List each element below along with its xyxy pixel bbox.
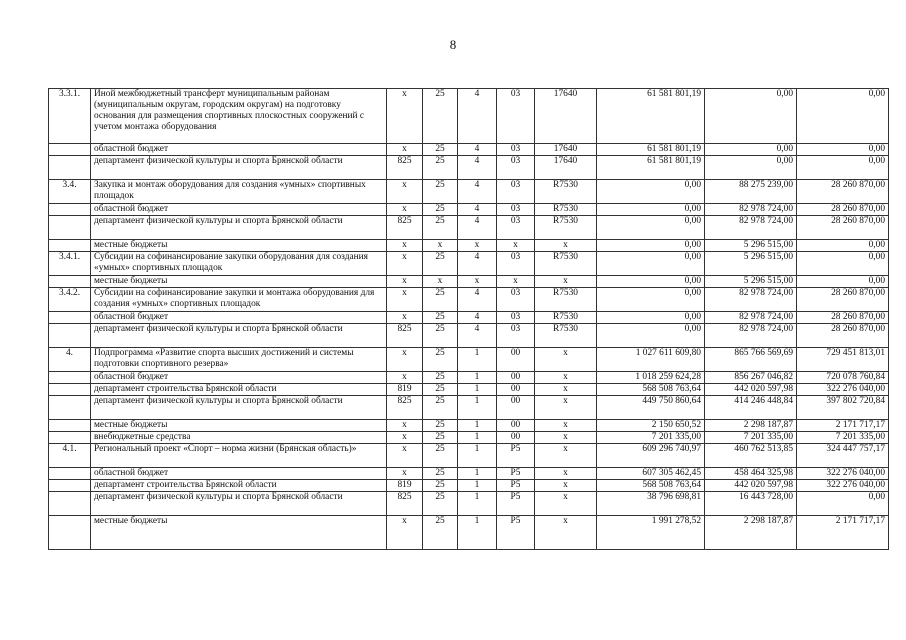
row-number: 3.3.1. (49, 89, 91, 144)
amount-year-3: 7 201 335,00 (797, 432, 889, 444)
row-description: департамент строительства Брянской области (91, 384, 387, 396)
section: 25 (423, 444, 458, 468)
amount-year-3: 2 171 717,17 (797, 420, 889, 432)
program-code: 03 (497, 89, 535, 144)
admin-code: х (387, 144, 423, 156)
row-description: департамент физической культуры и спорта Брянской области (91, 396, 387, 420)
expense-code: 17640 (535, 144, 597, 156)
admin-code: 825 (387, 492, 423, 516)
admin-code: х (387, 180, 423, 204)
subsection: 1 (458, 444, 497, 468)
section: 25 (423, 492, 458, 516)
section: 25 (423, 89, 458, 144)
amount-year-2: 5 296 515,00 (705, 240, 797, 252)
row-number (49, 144, 91, 156)
admin-code: х (387, 276, 423, 288)
table-row (49, 156, 889, 180)
table-row (49, 276, 889, 288)
section: 25 (423, 180, 458, 204)
admin-code: 825 (387, 216, 423, 240)
amount-year-1: 0,00 (597, 252, 705, 276)
program-code: 00 (497, 348, 535, 372)
row-number: 3.4. (49, 180, 91, 204)
amount-year-1: 38 796 698,81 (597, 492, 705, 516)
row-number (49, 432, 91, 444)
amount-year-3: 0,00 (797, 240, 889, 252)
expense-code: х (535, 240, 597, 252)
program-code: 03 (497, 312, 535, 324)
expense-code: х (535, 384, 597, 396)
amount-year-1: 607 305 462,45 (597, 468, 705, 480)
table-row (49, 324, 889, 348)
expense-code: х (535, 396, 597, 420)
program-code: Р5 (497, 468, 535, 480)
amount-year-3: 2 171 717,17 (797, 516, 889, 550)
program-code: 00 (497, 384, 535, 396)
section: 25 (423, 396, 458, 420)
amount-year-2: 0,00 (705, 144, 797, 156)
row-number (49, 216, 91, 240)
amount-year-3: 28 260 870,00 (797, 312, 889, 324)
admin-code: х (387, 432, 423, 444)
page-number: 8 (449, 37, 457, 52)
program-code: Р5 (497, 492, 535, 516)
table-row (49, 204, 889, 216)
amount-year-1: 568 508 763,64 (597, 480, 705, 492)
admin-code: х (387, 312, 423, 324)
expense-code: 17640 (535, 89, 597, 144)
amount-year-2: 82 978 724,00 (705, 324, 797, 348)
expense-code: х (535, 492, 597, 516)
row-description: департамент строительства Брянской области (91, 480, 387, 492)
expense-code: х (535, 348, 597, 372)
amount-year-2: 0,00 (705, 156, 797, 180)
program-code: 00 (497, 372, 535, 384)
section: 25 (423, 384, 458, 396)
admin-code: х (387, 252, 423, 276)
row-number: 3.4.2. (49, 288, 91, 312)
amount-year-2: 414 246 448,84 (705, 396, 797, 420)
table-row (49, 420, 889, 432)
table-row (49, 144, 889, 156)
row-description: департамент физической культуры и спорта Брянской области (91, 156, 387, 180)
table-row (49, 384, 889, 396)
subsection: 1 (458, 372, 497, 384)
row-description: местные бюджеты (91, 516, 387, 550)
program-code: 03 (497, 252, 535, 276)
amount-year-1: 61 581 801,19 (597, 156, 705, 180)
amount-year-2: 5 296 515,00 (705, 276, 797, 288)
subsection: 1 (458, 480, 497, 492)
amount-year-3: 720 078 760,84 (797, 372, 889, 384)
program-code: 00 (497, 420, 535, 432)
amount-year-2: 865 766 569,69 (705, 348, 797, 372)
amount-year-1: 0,00 (597, 240, 705, 252)
row-description: областной бюджет (91, 372, 387, 384)
expense-code: х (535, 516, 597, 550)
amount-year-2: 5 296 515,00 (705, 252, 797, 276)
admin-code: х (387, 89, 423, 144)
subsection: 4 (458, 312, 497, 324)
amount-year-3: 322 276 040,00 (797, 468, 889, 480)
amount-year-3: 0,00 (797, 144, 889, 156)
amount-year-1: 61 581 801,19 (597, 144, 705, 156)
expense-code: R7530 (535, 312, 597, 324)
table-row (49, 288, 889, 312)
row-number (49, 276, 91, 288)
program-code: х (497, 276, 535, 288)
subsection: 4 (458, 204, 497, 216)
admin-code: х (387, 420, 423, 432)
amount-year-1: 1 027 611 609,80 (597, 348, 705, 372)
row-description: Субсидии на софинансирование закупки и монтажа оборудования для создания «умных» спортивных площадок (91, 288, 387, 312)
row-number (49, 384, 91, 396)
amount-year-1: 61 581 801,19 (597, 89, 705, 144)
row-number: 3.4.1. (49, 252, 91, 276)
section: х (423, 276, 458, 288)
expense-code: х (535, 468, 597, 480)
amount-year-2: 82 978 724,00 (705, 312, 797, 324)
amount-year-3: 322 276 040,00 (797, 384, 889, 396)
subsection: 1 (458, 348, 497, 372)
expense-code: R7530 (535, 288, 597, 312)
admin-code: 825 (387, 396, 423, 420)
amount-year-3: 0,00 (797, 276, 889, 288)
row-number (49, 372, 91, 384)
amount-year-1: 0,00 (597, 324, 705, 348)
row-description: Субсидии на софинансирование закупки оборудования для создания «умных» спортивных площадок (91, 252, 387, 276)
table-row (49, 180, 889, 204)
subsection: 1 (458, 396, 497, 420)
amount-year-1: 7 201 335,00 (597, 432, 705, 444)
admin-code: х (387, 288, 423, 312)
program-code: 03 (497, 288, 535, 312)
amount-year-3: 729 451 813,01 (797, 348, 889, 372)
subsection: 1 (458, 432, 497, 444)
table-row (49, 348, 889, 372)
row-number (49, 240, 91, 252)
program-code: 00 (497, 432, 535, 444)
program-code: Р5 (497, 480, 535, 492)
amount-year-1: 2 150 650,52 (597, 420, 705, 432)
subsection: 4 (458, 252, 497, 276)
section: 25 (423, 312, 458, 324)
section: 25 (423, 516, 458, 550)
section: 25 (423, 480, 458, 492)
amount-year-3: 0,00 (797, 492, 889, 516)
section: 25 (423, 288, 458, 312)
row-description: областной бюджет (91, 144, 387, 156)
amount-year-3: 28 260 870,00 (797, 288, 889, 312)
expense-code: R7530 (535, 324, 597, 348)
amount-year-2: 82 978 724,00 (705, 216, 797, 240)
table-row (49, 432, 889, 444)
amount-year-2: 82 978 724,00 (705, 204, 797, 216)
subsection: 4 (458, 180, 497, 204)
row-description: Иной межбюджетный трансферт муниципальным районам (муниципальным округам, городским округам) на подготовку основания для размещения спортивных плоскостных сооружений с учетом монтажа оборудования (91, 89, 387, 144)
row-description: местные бюджеты (91, 276, 387, 288)
subsection: х (458, 240, 497, 252)
amount-year-3: 322 276 040,00 (797, 480, 889, 492)
subsection: 4 (458, 156, 497, 180)
subsection: 1 (458, 384, 497, 396)
admin-code: х (387, 468, 423, 480)
expense-code: х (535, 432, 597, 444)
row-description: департамент физической культуры и спорта Брянской области (91, 492, 387, 516)
subsection: 4 (458, 216, 497, 240)
expense-code: х (535, 480, 597, 492)
amount-year-1: 0,00 (597, 312, 705, 324)
subsection: 4 (458, 288, 497, 312)
expense-code: R7530 (535, 180, 597, 204)
subsection: 1 (458, 468, 497, 480)
table-row (49, 372, 889, 384)
program-code: 03 (497, 216, 535, 240)
subsection: х (458, 276, 497, 288)
expense-code: R7530 (535, 216, 597, 240)
amount-year-2: 7 201 335,00 (705, 432, 797, 444)
row-number (49, 156, 91, 180)
row-number (49, 516, 91, 550)
amount-year-1: 609 296 740,97 (597, 444, 705, 468)
row-number (49, 420, 91, 432)
amount-year-1: 0,00 (597, 288, 705, 312)
row-description: областной бюджет (91, 468, 387, 480)
subsection: 1 (458, 420, 497, 432)
amount-year-2: 2 298 187,87 (705, 420, 797, 432)
table-row (49, 252, 889, 276)
admin-code: х (387, 204, 423, 216)
admin-code: 819 (387, 384, 423, 396)
amount-year-2: 460 762 513,85 (705, 444, 797, 468)
amount-year-2: 88 275 239,00 (705, 180, 797, 204)
amount-year-2: 16 443 728,00 (705, 492, 797, 516)
amount-year-1: 0,00 (597, 216, 705, 240)
expense-code: R7530 (535, 204, 597, 216)
expense-code: R7530 (535, 252, 597, 276)
row-description: местные бюджеты (91, 420, 387, 432)
amount-year-3: 0,00 (797, 252, 889, 276)
table-row (49, 240, 889, 252)
table-row (49, 312, 889, 324)
amount-year-1: 1 991 278,52 (597, 516, 705, 550)
amount-year-1: 0,00 (597, 276, 705, 288)
section: 25 (423, 144, 458, 156)
row-description: внебюджетные средства (91, 432, 387, 444)
row-number (49, 396, 91, 420)
row-number (49, 312, 91, 324)
amount-year-3: 28 260 870,00 (797, 204, 889, 216)
budget-table (48, 88, 889, 550)
subsection: 1 (458, 516, 497, 550)
amount-year-3: 28 260 870,00 (797, 216, 889, 240)
subsection: 4 (458, 144, 497, 156)
section: 25 (423, 420, 458, 432)
section: х (423, 240, 458, 252)
admin-code: 825 (387, 324, 423, 348)
amount-year-2: 442 020 597,98 (705, 480, 797, 492)
section: 25 (423, 372, 458, 384)
table-row (49, 396, 889, 420)
expense-code: 17640 (535, 156, 597, 180)
amount-year-3: 28 260 870,00 (797, 324, 889, 348)
table-row (49, 89, 889, 144)
amount-year-2: 458 464 325,98 (705, 468, 797, 480)
row-number: 4. (49, 348, 91, 372)
expense-code: х (535, 372, 597, 384)
admin-code: 819 (387, 480, 423, 492)
program-code: 00 (497, 396, 535, 420)
subsection: 4 (458, 324, 497, 348)
amount-year-1: 0,00 (597, 204, 705, 216)
program-code: 03 (497, 204, 535, 216)
amount-year-3: 28 260 870,00 (797, 180, 889, 204)
section: 25 (423, 468, 458, 480)
amount-year-1: 0,00 (597, 180, 705, 204)
amount-year-2: 856 267 046,82 (705, 372, 797, 384)
row-description: областной бюджет (91, 204, 387, 216)
program-code: 03 (497, 324, 535, 348)
section: 25 (423, 324, 458, 348)
table-row (49, 444, 889, 468)
expense-code: х (535, 276, 597, 288)
admin-code: х (387, 240, 423, 252)
program-code: Р5 (497, 516, 535, 550)
row-number: 4.1. (49, 444, 91, 468)
row-description: департамент физической культуры и спорта Брянской области (91, 324, 387, 348)
admin-code: х (387, 444, 423, 468)
program-code: Р5 (497, 444, 535, 468)
row-description: Закупка и монтаж оборудования для создания «умных» спортивных площадок (91, 180, 387, 204)
amount-year-1: 449 750 860,64 (597, 396, 705, 420)
row-description: областной бюджет (91, 312, 387, 324)
admin-code: 825 (387, 156, 423, 180)
subsection: 1 (458, 492, 497, 516)
table-row (49, 216, 889, 240)
amount-year-2: 2 298 187,87 (705, 516, 797, 550)
section: 25 (423, 348, 458, 372)
section: 25 (423, 432, 458, 444)
amount-year-3: 0,00 (797, 89, 889, 144)
admin-code: х (387, 372, 423, 384)
row-description: Региональный проект «Спорт – норма жизни (Брянская область)» (91, 444, 387, 468)
amount-year-1: 1 018 259 624,28 (597, 372, 705, 384)
admin-code: х (387, 348, 423, 372)
amount-year-3: 324 447 757,17 (797, 444, 889, 468)
row-description: местные бюджеты (91, 240, 387, 252)
row-number (49, 204, 91, 216)
amount-year-2: 82 978 724,00 (705, 288, 797, 312)
table-row (49, 492, 889, 516)
table-row (49, 468, 889, 480)
amount-year-1: 568 508 763,64 (597, 384, 705, 396)
program-code: 03 (497, 144, 535, 156)
table-row (49, 516, 889, 550)
amount-year-3: 0,00 (797, 156, 889, 180)
admin-code: х (387, 516, 423, 550)
table-row (49, 480, 889, 492)
amount-year-3: 397 802 720,84 (797, 396, 889, 420)
row-number (49, 492, 91, 516)
amount-year-2: 442 020 597,98 (705, 384, 797, 396)
amount-year-2: 0,00 (705, 89, 797, 144)
row-number (49, 468, 91, 480)
row-description: Подпрограмма «Развитие спорта высших достижений и системы подготовки спортивного резерва» (91, 348, 387, 372)
program-code: х (497, 240, 535, 252)
program-code: 03 (497, 180, 535, 204)
section: 25 (423, 252, 458, 276)
row-number (49, 324, 91, 348)
section: 25 (423, 204, 458, 216)
expense-code: х (535, 420, 597, 432)
expense-code: х (535, 444, 597, 468)
section: 25 (423, 156, 458, 180)
row-description: департамент физической культуры и спорта Брянской области (91, 216, 387, 240)
row-number (49, 480, 91, 492)
subsection: 4 (458, 89, 497, 144)
program-code: 03 (497, 156, 535, 180)
section: 25 (423, 216, 458, 240)
